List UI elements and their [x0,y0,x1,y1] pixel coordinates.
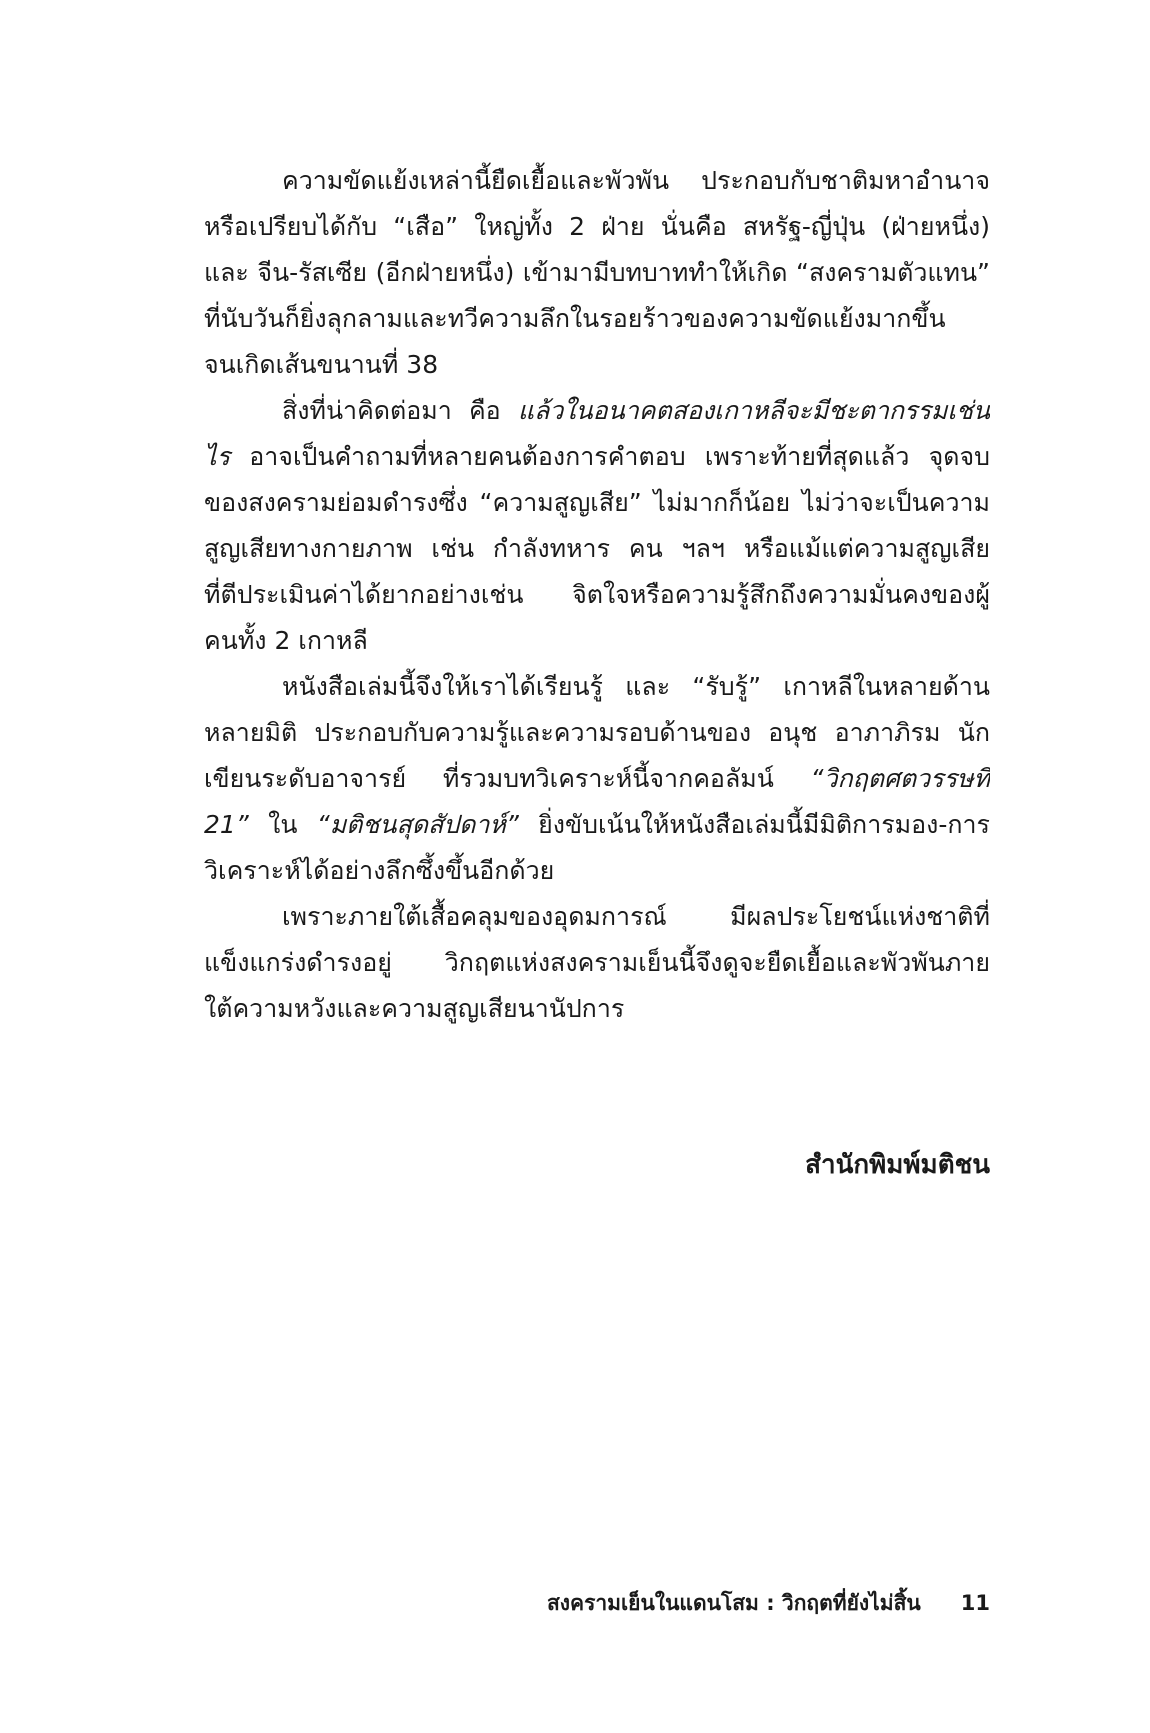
text-run: ใน [248,810,317,839]
text-line: แข็งแกร่งดำรงอยู่ วิกฤตแห่งสงครามเย็นนี้จึงดูจะยืดเยื้อและพัวพันภาย [204,948,990,977]
page-number: 11 [960,1591,990,1615]
paragraph [204,388,990,664]
text-line [204,434,990,480]
italic-text: ไร [204,442,231,471]
body-text [204,158,990,1032]
paragraph [204,158,990,388]
text-line [204,388,990,434]
text-line: ของสงครามย่อมดำรงซึ่ง “ความสูญเสีย” ไม่มากก็น้อย ไม่ว่าจะเป็นความ [204,488,990,517]
text-line [204,802,990,848]
italic-text: “มติชนสุดสัปดาห์” [316,810,519,839]
italic-text: “วิกฤตศตวรรษที่ [810,764,990,793]
text-line: สูญเสียทางกายภาพ เช่น กำลังทหาร คน ฯลฯ หรือแม้แต่ความสูญเสีย [204,534,990,563]
italic-text: แล้วในอนาคตสองเกาหลีจะมีชะตากรรมเช่น [517,396,990,425]
text-line [204,756,990,802]
text-line: ความขัดแย้งเหล่านี้ยืดเยื้อและพัวพัน ประกอบกับชาติมหาอำนาจ [282,166,990,195]
text-line: วิเคราะห์ได้อย่างลึกซึ้งขึ้นอีกด้วย [204,856,555,885]
text-line: และ จีน-รัสเซีย (อีกฝ่ายหนึ่ง) เข้ามามีบทบาททำให้เกิด “สงครามตัวแทน” [204,258,990,287]
text-line: ใต้ความหวังและความสูญเสียนานัปการ [204,994,625,1023]
running-title: สงครามเย็นในแดนโสม : วิกฤตที่ยังไม่สิ้น [546,1591,921,1615]
text-line: คนทั้ง 2 เกาหลี [204,626,368,655]
italic-text: 21” [204,810,249,839]
text-run: เขียนระดับอาจารย์ ที่รวมบทวิเคราะห์นี้จากคอลัมน์ [204,764,811,793]
text-line: หลายมิติ ประกอบกับความรู้และความรอบด้านของ อนุช อาภาภิรม นัก [204,718,990,747]
text-run: สิ่งที่น่าคิดต่อมา คือ [282,396,518,425]
text-line: เพราะภายใต้เสื้อคลุมของอุดมการณ์ มีผลประโยชน์แห่งชาติที่ [282,902,990,931]
page-footer [547,1588,990,1618]
text-line: หรือเปรียบได้กับ “เสือ” ใหญ่ทั้ง 2 ฝ่าย นั่นคือ สหรัฐ-ญี่ปุ่น (ฝ่ายหนึ่ง) [204,212,990,241]
text-line: ที่ตีประเมินค่าได้ยากอย่างเช่น จิตใจหรือความรู้สึกถึงความมั่นคงของผู้ [204,580,990,609]
text-run: ยิ่งขับเน้นให้หนังสือเล่มนี้มีมิติการมอง-การ [518,810,990,839]
text-line: หนังสือเล่มนี้จึงให้เราได้เรียนรู้ และ “รับรู้” เกาหลีในหลายด้าน [282,672,990,701]
paragraph [204,894,990,1032]
publisher-signature: สำนักพิมพ์มติชน [805,1150,990,1180]
paragraph [204,664,990,894]
text-line: ที่นับวันก็ยิ่งลุกลามและทวีความลึกในรอยร้าวของความขัดแย้งมากขึ้น [204,304,946,333]
text-run: อาจเป็นคำถามที่หลายคนต้องการคำตอบ เพราะท้ายที่สุดแล้ว จุดจบ [230,442,990,471]
text-line: จนเกิดเส้นขนานที่ 38 [204,350,439,379]
